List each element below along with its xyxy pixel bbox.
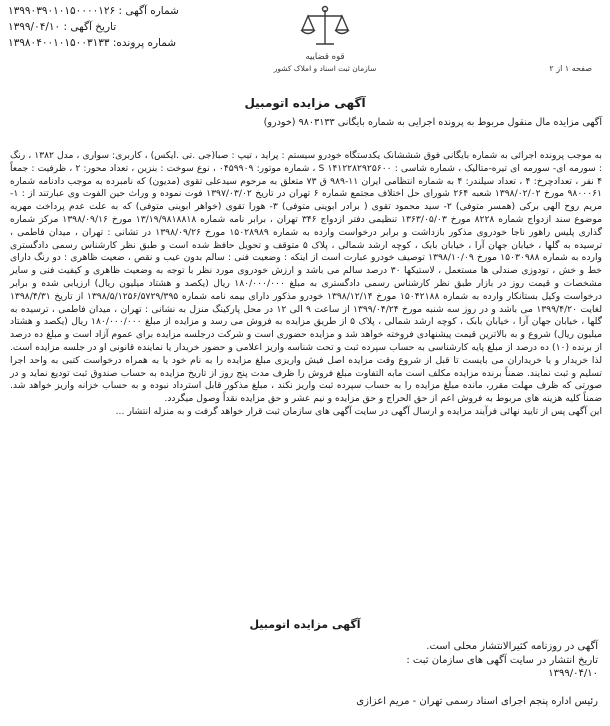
org-line-1: قوه قضاییه	[305, 52, 345, 62]
org-line-2: سازمان ثبت اسناد و املاک کشور	[273, 64, 377, 73]
body-text	[10, 150, 602, 419]
subtitle: آگهی مزایده مال منقول مربوط به پرونده اجرایی به شماره بایگانی ۹۸۰۳۱۳۳ (خودرو)	[263, 117, 602, 128]
page-title: آگهی مزایده اتومبیل	[244, 96, 366, 110]
ad-date: تاریخ آگهی : ۱۳۹۹/۰۴/۱۰	[8, 21, 117, 33]
judiciary-scales-emblem	[298, 4, 352, 52]
footer-line: تاریخ انتشار در سایت آگهی های سازمان ثبت :	[406, 654, 598, 666]
footer-line: آگهی در روزنامه کثیرالانتشار محلی است.	[426, 641, 598, 652]
footer-block	[238, 640, 598, 708]
footer-date: ۱۳۹۹/۰۴/۱۰	[548, 668, 598, 679]
body-paragraph: این آگهی پس از تایید نهائی فرآیند مزایده و ارسال آگهی در سایت آگهی های سازمان ثبت قرار خواهد گرفت و به منزله انتشار ...	[115, 405, 602, 417]
ad-number: شماره آگهی : ۱۳۹۹۰۳۹۰۱۰۱۵۰۰۰۰۱۲۶	[8, 5, 179, 17]
footer-title: آگهی مزایده اتومبیل	[249, 618, 361, 631]
organization-name	[272, 52, 378, 74]
body-paragraph: به موجب پرونده اجرائی به شماره بایگانی فوق شششانک یکدستگاه خودرو سیستم : پراید ، تیپ : صبا(جی .تی .ایکس) ، کاربری: سواری ، مدل ۱۳۸۲ ، رنگ : سورمه ای- سورمه ای تیره-متالیک ، شماره شاسی : S ۱۴۱۲۲۸۲۹۲۵۶۰۰ ، شماره موتور: ۰۴۵۹۹۰۹ ، نوع سوخت : بنزین ، تعداد محور: ۲ ، ظرفیت : جمعاً ۴ نفر ، تعدادچرخ: ۴ ، تعداد سیلندر: ۴ به شماره انتظامی ایران ۱۱-۹۸۹ ق ۷۳ متعلق به مرحوم سیدعلی تقوی (مدیون) که نامبرده به موجب دادنامه شماره ۹۸۰۰۰۶۱ مورخ ۱۳۹۸/۰۲/۰۲ شعبه ۲۶۴ شورای حل اختلاف مجتمع شماره ۶ تهران در تاریخ ۱۳۹۷/۰۳/۰۲ فوت نموده و وراث حین الفوت وی عبارتند از : ۱- مریم روح الهی برکی (همسر متوفی) ۲- سید محمود تقوی ( برادر ابوینی متوفی) ۳- هورا تقوی (خواهر ابوینی متوفی) که به علت عدم پرداخت مهریه موضوع سند ازدواج شماره ۸۲۲۸ مورخ ۱۳۶۳/۰۵/۰۳ تنظیمی دفتر ازدواج ۳۴۶ تهران ، برابر نامه شماره ۱۳/۱۹/۹۸۱۸۸۱۸ مورخ ۱۳۹۸/۰۹/۱۶ مرکز شماره گذاری پلیس راهور ناجا خودروی مذکور بازداشت و برابر درخواست وارده به شماره ۱۵۰۲۸۹۸۹ مورخ ۱۳۹۸/۰۹/۲۶ در تشانی : تهران ، میدان فاطمی ، ترسیده به گلها ، خیابان جهان آرا ، خیابان بابک ، کوچه ارشد شمالی ، پلاک ۵ متوقف و تحویل حافظ شده است و طبق نظر کارشناس رسمی دادگستری وارده به شماره ۱۵۰۳۰۹۸۸ مورخ ۱۳۹۸/۱۰/۰۹ توصیف خودرو عبارت است از اینکه : وضعیت فنی : سالم بدون عیب و نقص ، ضعیت ظاهری : دو رنگ دارای خط و خش ، تودوزی صندلی ها مستعمل ، لاستیکها ۳۰ درصد سالم می باشد و ارزش خودروی مورد نظر با توجه به وضعیت ظاهری و کیفیت فنی و سایر مشخصات و قیمت روز در بازار طبق نظر کارشناس رسمی دادگستری به مبلغ ۱۸۰/۰۰۰/۰۰۰ ریال (یکصد و هشتاد میلیون ریال) ارزیابی شده و برابر درخواست وکیل بستانکار وارده به شماره ۱۵۰۴۲۱۸۸ مورخ ۱۳۹۸/۱۲/۱۴ خودرو مذکور دارای بیمه نامه شماره ۱۳۹۸/۵/۱۲۵۶/۵۷۲۹/۳۹۵ از تاریخ ۱۳۹۸/۴/۳۱ لغایت ۱۳۹۹/۴/۲۰ می باشد و در روز سه شنبه مورخ ۱۳۹۹/۰۴/۲۴ از ساعت ۹ الی ۱۲ در محل پارکینگ منزل به نشانی : تهران ، میدان فاطمی ، ترسیده به گلها ، خیابان جهان آرا ، خیابان بابک ، کوچه ارشد شمالی ، پلاک ۵ از طریق مزایده به فروش می رسد و مزایده از مبلغ ۱۸۰/۰۰۰/۰۰۰ ریال (یکصد و هشتاد میلیون ریال) شروع و به بالاترین قیمت پیشنهادی فروخته خواهد شد و مزایده حضوری است و شرکت درجلسه مزایده برای عموم آزاد است و مبلغ ده درصد از برنده (۱۰) ده درصد از مبلغ پایه کارشناسی به حساب سپرده ثبت و تحت شناسه واریز اعلامی و حضور خریدار یا نماینده قانونی او در جلسه مزایده است. لذا خریدار و یا خریداران می بایست تا قبل از شروع وقت مزایده اصل فیش واریزی مبلغ مزایده را به نام خود یا به همراه درخواست کتبی به واحد اجرا تسلیم و ثبت نمایند. ضمناً برنده مزایده مکلف است مابه التفاوت مبلغ فروش را ظرف مدت پنج روز از تاریخ مزایده به حساب صندوق ثبت تودیع نماید و در صورتی که ظرف مهلت مقرر، مانده مبلغ مزایده را به حساب سپرده ثبت واریز نکند ، مبلغ مذکور قابل استرداد نبوده و به حساب خزانه واریز خواهد شد. ضمناً کلیه هزینه های مربوط به فروش اعم از حق الحراج و حق مزایده و نیم عشر و حق مزایده نقداً وصول میگردد.	[10, 150, 603, 405]
case-number: شماره پرونده: ۱۳۹۸۰۴۰۰۱۰۱۵۰۰۳۱۳۳	[8, 37, 177, 49]
page-number: صفحه ۱ از ۲	[549, 64, 592, 73]
footer-signature: رئیس اداره پنجم اجرای اسناد رسمی تهران - مریم اعزازی	[356, 695, 598, 707]
